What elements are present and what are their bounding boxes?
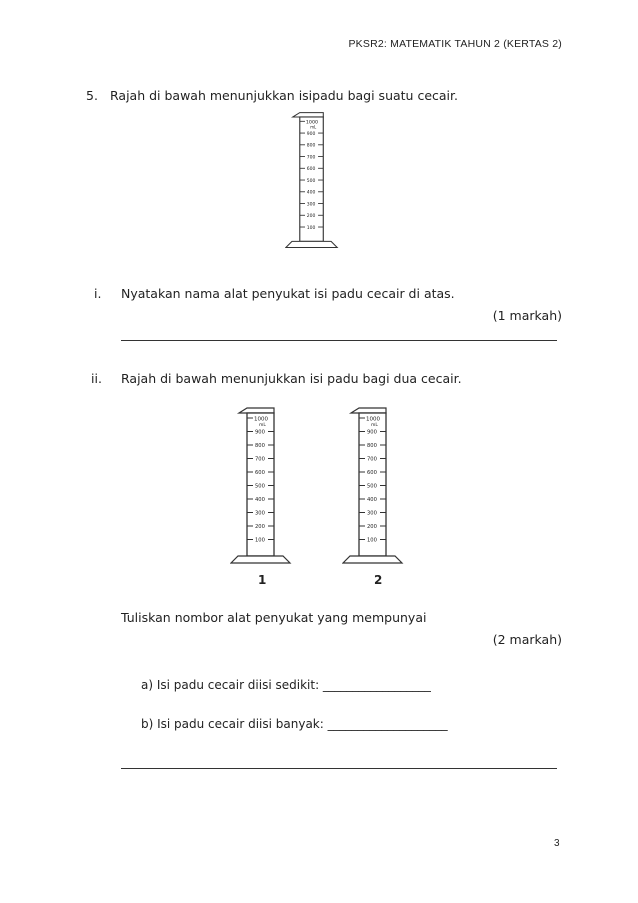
scale-label: 900 xyxy=(367,429,377,436)
scale-label: 300 xyxy=(255,510,265,517)
scale-unit-label: mL xyxy=(310,124,317,130)
scale-label: 600 xyxy=(367,470,377,476)
page-header: PKSR2: MATEMATIK TAHUN 2 (KERTAS 2) xyxy=(348,38,562,50)
cylinder-1-label: 1 xyxy=(258,573,267,587)
scale-label: 100 xyxy=(255,537,265,544)
scale-label: 100 xyxy=(306,225,316,231)
part-i-answer-line[interactable] xyxy=(121,340,557,341)
scale-label: 1000 xyxy=(305,120,319,126)
graduated-cylinder-1-figure xyxy=(230,405,300,567)
scale-label: 300 xyxy=(367,510,377,517)
page-number: 3 xyxy=(554,838,560,849)
part-ii-a-text: a) Isi padu cecair diisi sedikit: __________________ xyxy=(141,678,431,692)
scale-label: 1000 xyxy=(366,416,380,423)
cylinder-2-label: 2 xyxy=(374,573,383,587)
scale-unit-label: mL xyxy=(259,423,266,428)
scale-label: 700 xyxy=(306,155,316,161)
part-i-marks: (1 markah) xyxy=(492,308,562,323)
scale-label: 900 xyxy=(255,429,265,436)
scale-label: 500 xyxy=(306,178,316,184)
part-ii-answer-line[interactable] xyxy=(121,768,557,769)
scale-label: 500 xyxy=(367,483,377,490)
scale-label: 200 xyxy=(255,524,265,530)
scale-label: 400 xyxy=(367,497,377,503)
cylinder-lip xyxy=(351,408,386,413)
scale-label: 300 xyxy=(306,202,316,208)
cylinder-1-drawing xyxy=(231,408,290,563)
scale-label: 800 xyxy=(255,443,265,449)
scale-label: 800 xyxy=(367,443,377,449)
scale-label: 400 xyxy=(255,497,265,503)
cylinder-lip xyxy=(293,113,323,117)
scale-label: 400 xyxy=(306,190,316,196)
part-ii-number: ii. xyxy=(91,371,102,386)
part-i-number: i. xyxy=(94,286,102,301)
scale-label: 600 xyxy=(306,167,316,173)
scale-label: 100 xyxy=(367,537,377,544)
scale-label: 600 xyxy=(255,470,265,476)
scale-label: 900 xyxy=(306,131,316,137)
scale-label: 700 xyxy=(255,456,265,463)
part-ii-instruction: Tuliskan nombor alat penyukat yang mempunyai xyxy=(121,610,427,625)
scale-unit-label: mL xyxy=(371,423,378,428)
scale-label: 500 xyxy=(255,483,265,490)
part-i-text: Nyatakan nama alat penyukat isi padu cecair di atas. xyxy=(121,286,455,301)
cylinder-base xyxy=(286,241,337,247)
scale-label: 1000 xyxy=(254,416,268,423)
part-ii-text: Rajah di bawah menunjukkan isi padu bagi dua cecair. xyxy=(121,371,462,386)
scale-label: 800 xyxy=(306,143,316,149)
scale-label: 200 xyxy=(306,214,316,220)
graduated-cylinder-figure xyxy=(285,110,355,258)
cylinder-drawing xyxy=(286,113,337,248)
part-ii-b-text: b) Isi padu cecair diisi banyak: ____________________ xyxy=(141,717,448,731)
question-text: Rajah di bawah menunjukkan isipadu bagi suatu cecair. xyxy=(110,88,458,103)
part-ii-marks: (2 markah) xyxy=(492,632,562,647)
cylinder-lip xyxy=(239,408,274,413)
scale-label: 700 xyxy=(367,456,377,463)
cylinder-2-drawing xyxy=(343,408,402,563)
question-number: 5. xyxy=(86,88,98,103)
graduated-cylinder-2-figure xyxy=(342,405,412,567)
cylinder-base xyxy=(343,556,402,563)
cylinder-base xyxy=(231,556,290,563)
scale-label: 200 xyxy=(367,524,377,530)
